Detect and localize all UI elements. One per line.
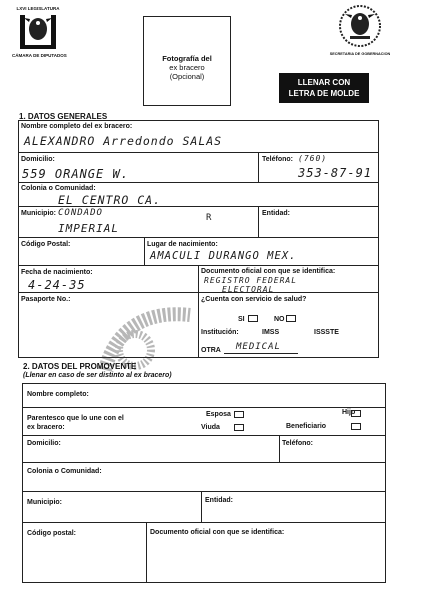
promoter-municipio-label: Municipio: xyxy=(27,499,62,506)
promoter-colonia-label: Colonia o Comunidad: xyxy=(27,468,102,475)
section2-subtitle: (Llenar en caso de ser distinto al ex bracero) xyxy=(23,372,172,379)
beneficiario-label: Beneficiario xyxy=(286,423,327,430)
promoter-address-label: Domicilio: xyxy=(27,440,61,447)
government-seal-text: SECRETARIA DE GOBERNACION xyxy=(329,52,391,56)
photo-box xyxy=(143,16,231,106)
si-checkbox[interactable] xyxy=(248,315,258,322)
name-label: Nombre completo del ex bracero: xyxy=(21,123,133,130)
government-seal xyxy=(320,4,400,60)
fill-notice-box xyxy=(279,73,369,103)
dob-value: 4-24-35 xyxy=(28,278,86,292)
promoter-phone-label: Teléfono: xyxy=(282,440,313,447)
fill-notice-line-2: LETRA DE MOLDE xyxy=(288,89,360,98)
promoter-postal-code-label: Código postal: xyxy=(27,530,76,537)
fill-notice-line-1: LLENAR CON xyxy=(297,78,351,87)
photo-label-2: ex bracero xyxy=(169,63,205,72)
no-label: NO xyxy=(274,316,285,323)
health-label: ¿Cuenta con servicio de salud? xyxy=(201,296,307,303)
municipio-value-1: CONDADO xyxy=(58,208,103,218)
address-label: Domicilio: xyxy=(21,156,55,163)
photo-label-1: Fotografía del xyxy=(162,54,212,63)
hijo-label: Hijo xyxy=(342,409,356,416)
municipio-value-2: IMPERIAL xyxy=(58,222,119,235)
congress-seal xyxy=(12,6,67,60)
congress-seal-bottom-text: CÁMARA DE DIPUTADOS xyxy=(12,53,67,58)
section1-title: 1. DATOS GENERALES xyxy=(19,112,108,121)
promoter-entidad-label: Entidad: xyxy=(205,497,233,504)
phone-value: 353-87-91 xyxy=(298,166,373,180)
other-underline xyxy=(224,353,298,354)
esposa-label: Esposa xyxy=(206,411,231,418)
passport-label: Pasaporte No.: xyxy=(21,296,71,303)
phone-area-value: (760) xyxy=(298,154,328,163)
birthplace-label: Lugar de nacimiento: xyxy=(147,241,218,248)
hijo-box[interactable] xyxy=(351,410,361,417)
institution-label: Institución: xyxy=(201,329,239,336)
relation-label-2: ex bracero: xyxy=(27,424,65,431)
photo-label-3: (Opcional) xyxy=(169,72,205,81)
other-label: OTRA xyxy=(201,347,221,354)
esposa-checkbox[interactable] xyxy=(234,411,244,418)
beneficiario-checkbox[interactable] xyxy=(351,423,361,430)
entidad-label: Entidad: xyxy=(262,210,290,217)
id-doc-value-1: REGISTRO FEDERAL xyxy=(204,276,298,285)
address-value: 559 ORANGE W. xyxy=(22,167,129,181)
imss-label: IMSS xyxy=(262,329,280,336)
congress-eagle-icon xyxy=(18,12,58,50)
municipio-mark: R xyxy=(206,213,213,223)
viuda-label: Viuda xyxy=(201,424,220,431)
viuda-checkbox[interactable] xyxy=(234,424,244,431)
section2-table xyxy=(22,383,386,583)
congress-seal-top-text: LXVI LEGISLATURA xyxy=(16,6,60,11)
municipio-label: Municipio: xyxy=(21,210,56,217)
name-value: ALEXANDRO Arredondo SALAS xyxy=(24,134,223,148)
id-doc-value-2: ELECTORAL xyxy=(222,285,275,294)
promoter-id-doc-label: Documento oficial con que se identifica: xyxy=(150,529,285,536)
birthplace-value: AMACULI DURANGO MEX. xyxy=(150,250,297,262)
phone-label: Teléfono: xyxy=(262,156,293,163)
section2-title: 2. DATOS DEL PROMOVENTE xyxy=(23,362,137,371)
other-value: MEDICAL xyxy=(236,342,281,352)
colonia-value: EL CENTRO CA. xyxy=(58,193,162,207)
colonia-label: Colonia o Comunidad: xyxy=(21,185,96,192)
mexico-eagle-icon xyxy=(338,4,382,48)
postal-code-label: Código Postal: xyxy=(21,241,71,248)
si-label: SI xyxy=(238,316,245,323)
promoter-name-label: Nombre completo: xyxy=(27,391,89,398)
id-doc-label: Documento oficial con que se identifica: xyxy=(201,268,336,275)
issste-label: ISSSTE xyxy=(314,329,339,336)
relation-label-1: Parentesco que lo une con el xyxy=(27,415,124,422)
no-checkbox[interactable] xyxy=(286,315,296,322)
dob-label: Fecha de nacimiento: xyxy=(21,269,93,276)
